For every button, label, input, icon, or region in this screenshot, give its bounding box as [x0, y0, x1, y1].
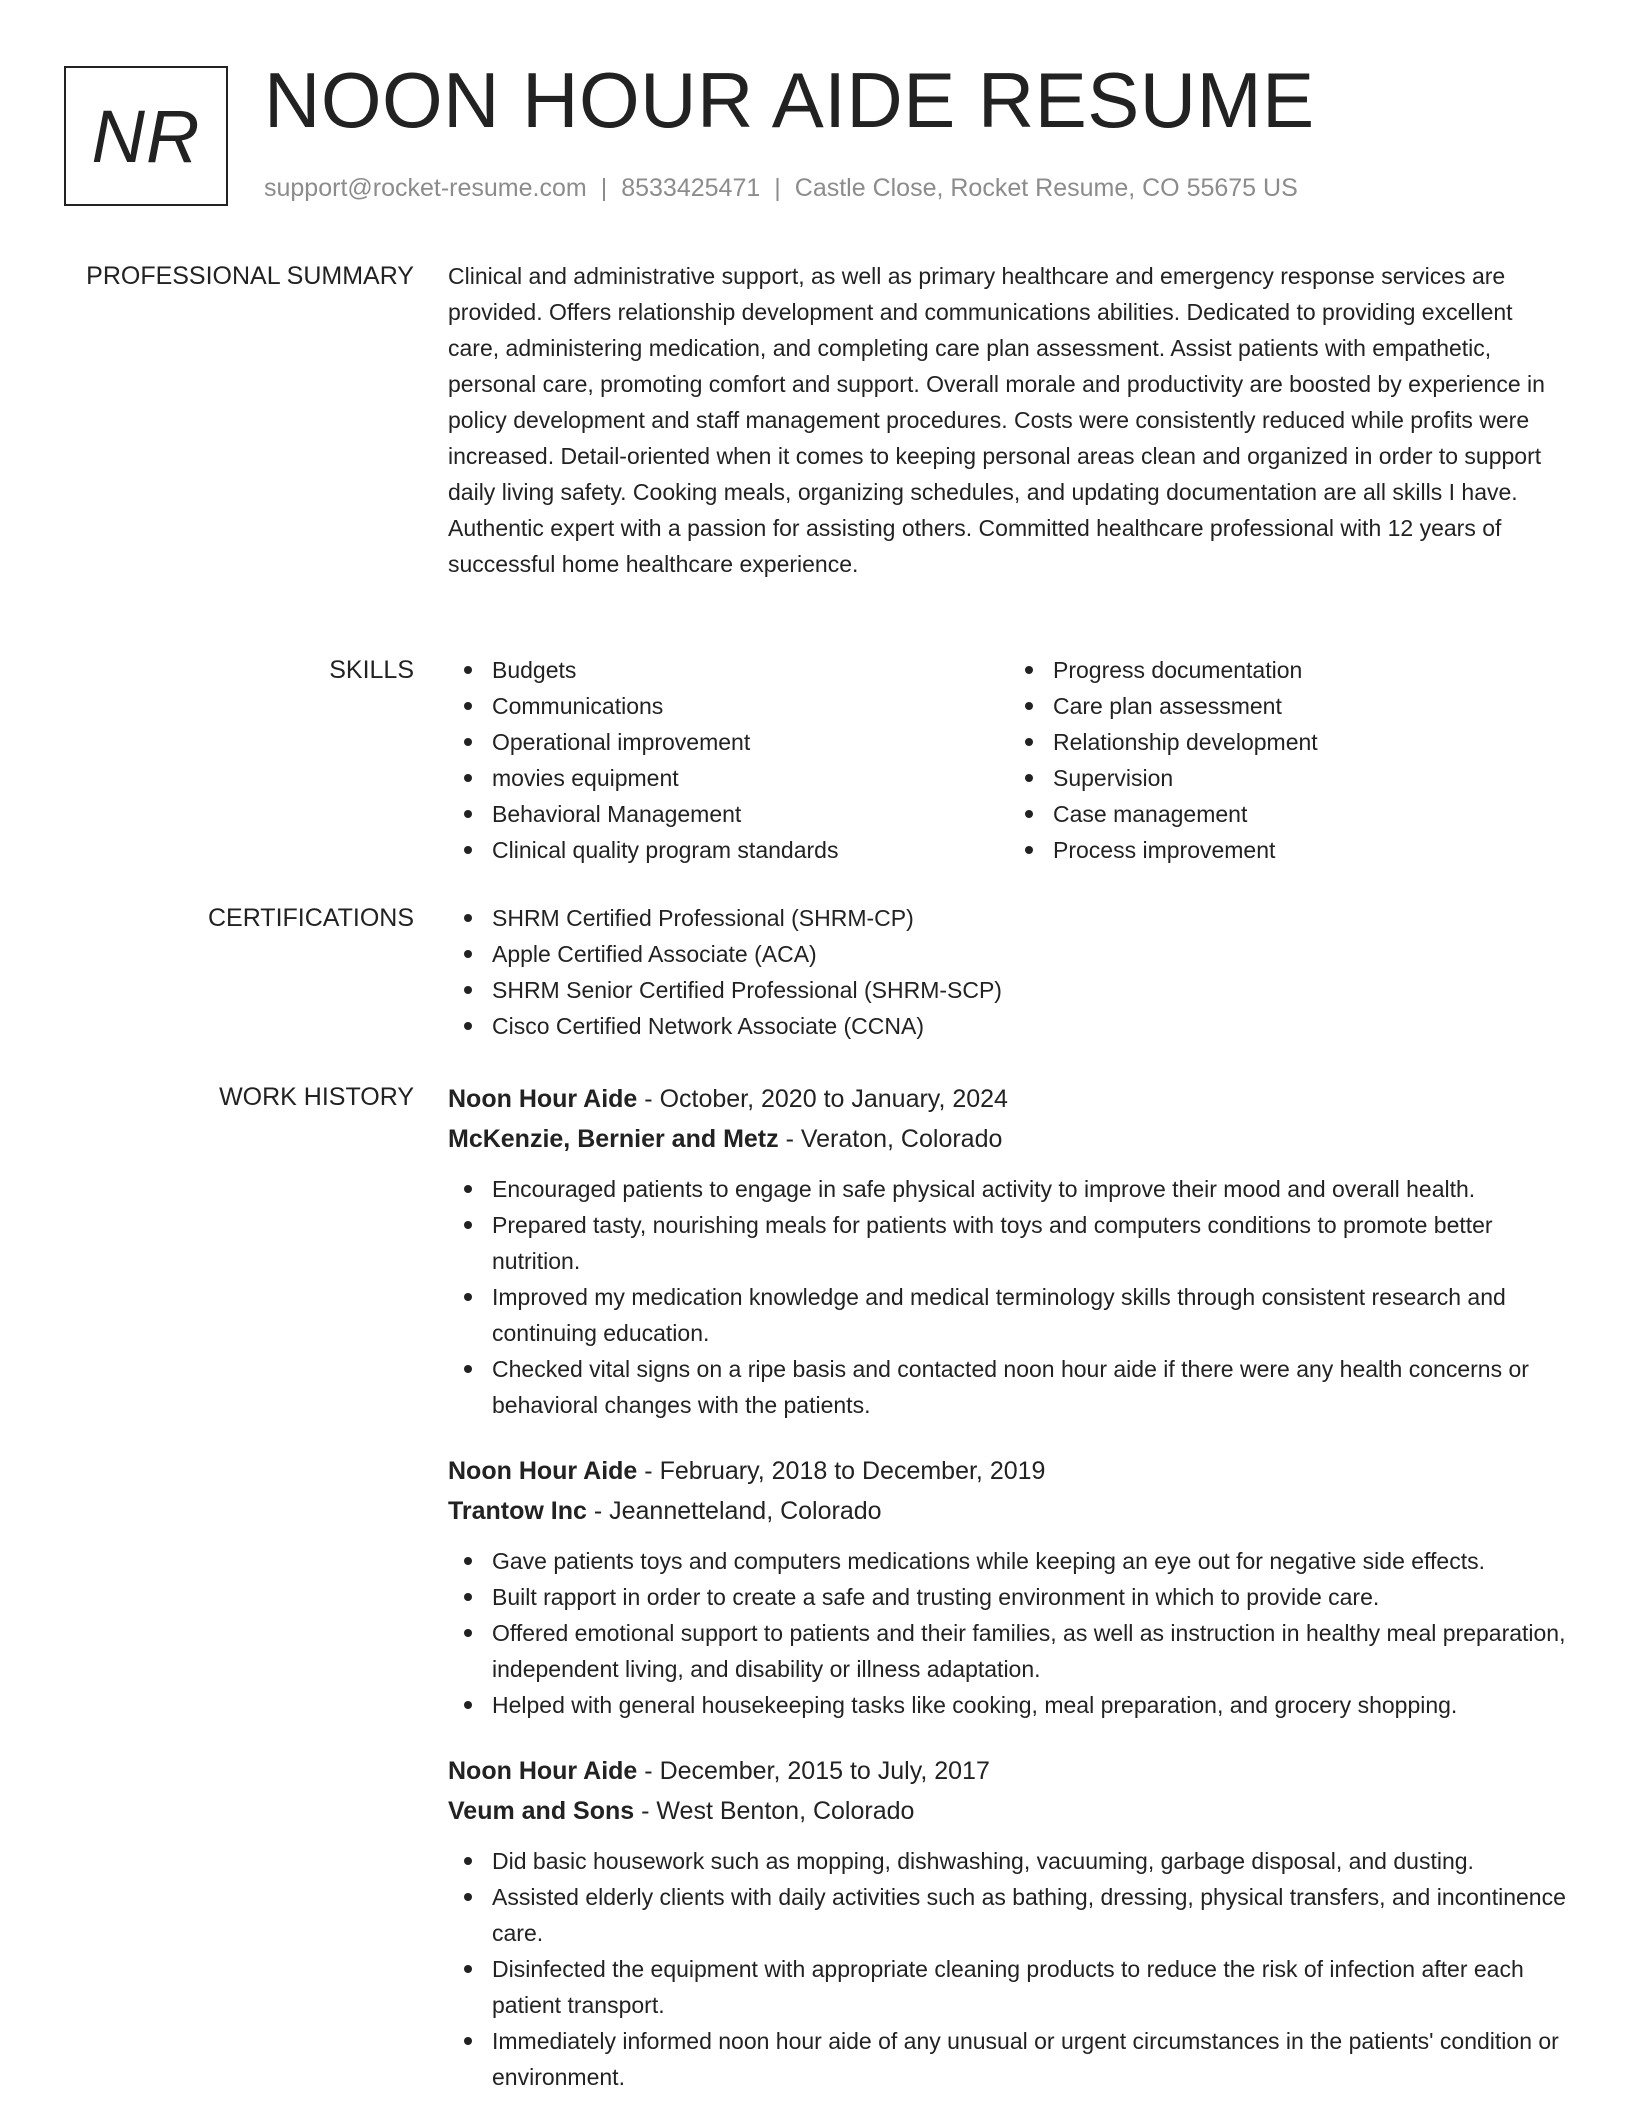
job-role: Noon Hour Aide	[448, 1757, 638, 1785]
job-dash: -	[634, 1797, 657, 1825]
skill-item: Relationship development	[1053, 724, 1570, 760]
contact-phone: 8533425471	[621, 174, 761, 202]
monogram-logo: NR	[64, 66, 228, 206]
job-duty-item: Checked vital signs on a ripe basis and contacted noon hour aide if there were any health concerns or behavioral changes with the patients.	[492, 1351, 1570, 1423]
job-role: Noon Hour Aide	[448, 1085, 638, 1113]
job-company: Trantow Inc	[448, 1497, 587, 1525]
job-dash: -	[586, 1497, 610, 1525]
job-dates: December, 2015 to July, 2017	[659, 1757, 990, 1785]
contact-separator: |	[600, 174, 608, 202]
certification-item: SHRM Certified Professional (SHRM-CP)	[492, 900, 1570, 936]
job-dash: -	[778, 1125, 801, 1153]
job-location: Veraton, Colorado	[800, 1125, 1003, 1153]
job-dash: -	[637, 1457, 660, 1485]
job-duty-item: Assisted elderly clients with daily activities such as bathing, dressing, physical transfers, and incontinence care.	[492, 1879, 1570, 1951]
certification-item: Apple Certified Associate (ACA)	[492, 936, 1570, 972]
skill-item: Communications	[492, 688, 1009, 724]
section-title-skills: SKILLS	[329, 656, 414, 684]
certifications-list	[448, 900, 1570, 1044]
job-location: Jeannetteland, Colorado	[609, 1497, 882, 1525]
job-duties	[448, 1171, 1570, 1423]
contact-separator: |	[774, 174, 781, 202]
job-company: McKenzie, Bernier and Metz	[448, 1125, 779, 1153]
job-dash: -	[637, 1757, 660, 1785]
job-duty-item: Helped with general housekeeping tasks like cooking, meal preparation, and grocery shopping.	[492, 1687, 1570, 1723]
job-duty-item: Prepared tasty, nourishing meals for patients with toys and computers conditions to promote better nutrition.	[492, 1207, 1570, 1279]
job-duty-item: Did basic housework such as mopping, dishwashing, vacuuming, garbage disposal, and dusting.	[492, 1843, 1570, 1879]
job-title-line	[448, 1451, 1570, 1491]
job-dash: -	[637, 1085, 660, 1113]
job-role: Noon Hour Aide	[448, 1457, 638, 1485]
job-dates: February, 2018 to December, 2019	[659, 1457, 1046, 1485]
summary-body	[448, 258, 1570, 582]
section-title-certifications: CERTIFICATIONS	[207, 904, 414, 932]
job-duty-item: Improved my medication knowledge and medical terminology skills through consistent research and continuing education.	[492, 1279, 1570, 1351]
certification-item: SHRM Senior Certified Professional (SHRM-SCP)	[492, 972, 1570, 1008]
skills-columns	[448, 652, 1570, 868]
resume-title: NOON HOUR AIDE RESUME	[264, 56, 1315, 144]
job-duty-item: Immediately informed noon hour aide of any unusual or urgent circumstances in the patients' condition or environment.	[492, 2023, 1570, 2095]
summary-text: Clinical and administrative support, as well as primary healthcare and emergency response services are provided. Offers relationship development and communications abilities. Dedicated to providing excellent care, administering medication, and completing care plan assessment. Assist patients with empathetic, personal care, promoting comfort and support. Overall morale and productivity are boosted by experience in policy development and staff management procedures. Costs were consistently reduced while profits were increased. Detail-oriented when it comes to keeping personal areas clean and organized in order to support daily living safety. Cooking meals, organizing schedules, and updating documentation are all skills I have. Authentic expert with a passion for assisting others. Committed healthcare professional with 12 years of successful home healthcare experience.	[448, 263, 1545, 577]
job-dates: October, 2020 to January, 2024	[659, 1085, 1008, 1113]
certifications-body	[448, 900, 1570, 1044]
job-duty-item: Encouraged patients to engage in safe physical activity to improve their mood and overall health.	[492, 1171, 1570, 1207]
job-company-line	[448, 1491, 1570, 1531]
skill-item: Clinical quality program standards	[492, 832, 1009, 868]
skills-list-right	[1009, 652, 1570, 868]
work-history-body	[448, 1079, 1570, 2123]
certification-item: Cisco Certified Network Associate (CCNA)	[492, 1008, 1570, 1044]
job-duties	[448, 1543, 1570, 1723]
skill-item: Supervision	[1053, 760, 1570, 796]
skill-item: Process improvement	[1053, 832, 1570, 868]
skill-item: Care plan assessment	[1053, 688, 1570, 724]
skills-list-left	[448, 652, 1009, 868]
job-duties	[448, 1843, 1570, 2095]
job-company: Veum and Sons	[448, 1797, 635, 1825]
job-duty-item: Disinfected the equipment with appropriate cleaning products to reduce the risk of infection after each patient transport.	[492, 1951, 1570, 2023]
job-duty-item: Offered emotional support to patients and their families, as well as instruction in healthy meal preparation, independent living, and disability or illness adaptation.	[492, 1615, 1570, 1687]
job-title-line	[448, 1079, 1570, 1119]
section-title-summary: PROFESSIONAL SUMMARY	[86, 262, 414, 290]
job-entry	[448, 1079, 1570, 1423]
skill-item: Case management	[1053, 796, 1570, 832]
job-company-line	[448, 1791, 1570, 1831]
job-entry	[448, 1451, 1570, 1723]
section-title-work-history: WORK HISTORY	[219, 1083, 414, 1111]
job-duty-item: Gave patients toys and computers medications while keeping an eye out for negative side effects.	[492, 1543, 1570, 1579]
job-entry	[448, 1751, 1570, 2095]
contact-address: Castle Close, Rocket Resume, CO 55675 US	[794, 174, 1298, 202]
skill-item: movies equipment	[492, 760, 1009, 796]
job-company-line	[448, 1119, 1570, 1159]
contact-email[interactable]: support@rocket-resume.com	[264, 174, 587, 202]
job-title-line	[448, 1751, 1570, 1791]
skill-item: Progress documentation	[1053, 652, 1570, 688]
skill-item: Budgets	[492, 652, 1009, 688]
contact-line	[264, 174, 1298, 203]
skill-item: Operational improvement	[492, 724, 1009, 760]
skill-item: Behavioral Management	[492, 796, 1009, 832]
job-duty-item: Built rapport in order to create a safe and trusting environment in which to provide care.	[492, 1579, 1570, 1615]
job-location: West Benton, Colorado	[656, 1797, 915, 1825]
